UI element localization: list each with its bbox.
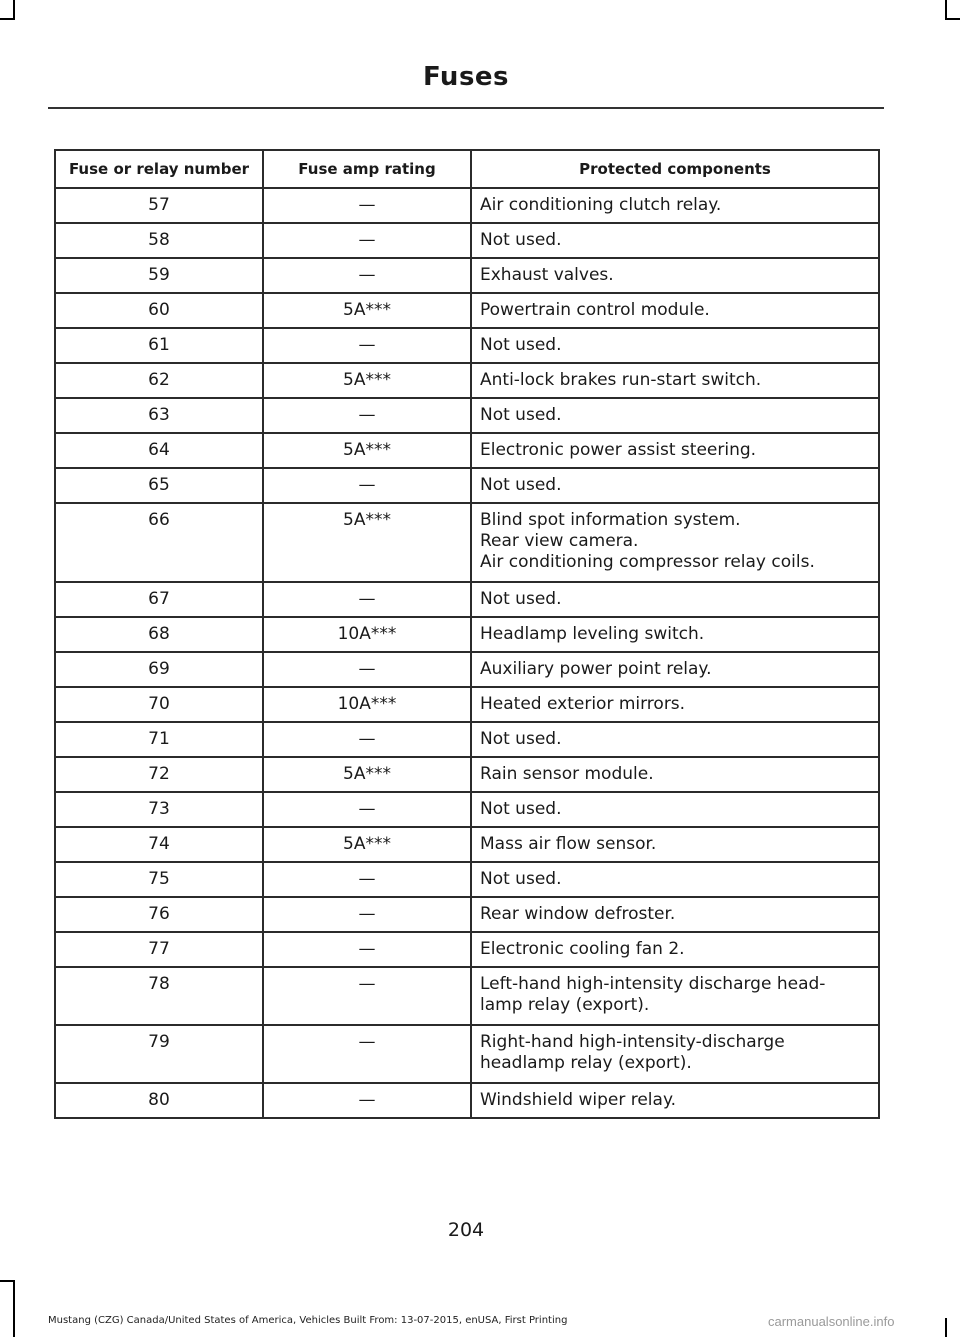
page-number: 204 (447, 1219, 485, 1241)
footer-text: Mustang (CZG) Canada/United States of America, Vehicles Built From: 13-07-2015, enUSA, First Printing (48, 1315, 568, 1326)
fuse-components: Rear window defroster. (471, 897, 879, 932)
fuse-components: Electronic cooling fan 2. (471, 932, 879, 967)
fuse-components: Anti-lock brakes run-start switch. (471, 363, 879, 398)
table-row (55, 687, 879, 722)
table-row (55, 722, 879, 757)
fuse-number: 77 (55, 932, 263, 967)
fuse-number: 73 (55, 792, 263, 827)
table-row (55, 932, 879, 967)
table-row (55, 258, 879, 293)
fuse-rating: — (263, 862, 471, 897)
fuse-components: Not used. (471, 722, 879, 757)
fuse-rating: — (263, 258, 471, 293)
fuse-components: Mass air flow sensor. (471, 827, 879, 862)
fuse-number: 72 (55, 757, 263, 792)
table-row (55, 328, 879, 363)
fuse-number: 57 (55, 188, 263, 223)
table-row (55, 293, 879, 328)
fuse-components: Not used. (471, 792, 879, 827)
fuse-rating: — (263, 897, 471, 932)
fuse-number: 78 (55, 967, 263, 1025)
fuse-rating: 10A*** (263, 617, 471, 652)
fuse-components: Windshield wiper relay. (471, 1083, 879, 1118)
fuse-rating: 5A*** (263, 757, 471, 792)
table-row (55, 757, 879, 792)
fuse-number: 67 (55, 582, 263, 617)
column-header-number: Fuse or relay number (55, 150, 263, 188)
fuse-table (54, 149, 880, 1119)
fuse-number: 64 (55, 433, 263, 468)
table-row (55, 1025, 879, 1083)
fuse-components: Air conditioning clutch relay. (471, 188, 879, 223)
crop-mark (13, 0, 15, 18)
fuse-number: 65 (55, 468, 263, 503)
table-header-row (55, 150, 879, 188)
fuse-number: 58 (55, 223, 263, 258)
fuse-rating: — (263, 188, 471, 223)
table-row (55, 827, 879, 862)
fuse-components: Heated exterior mirrors. (471, 687, 879, 722)
fuse-number: 80 (55, 1083, 263, 1118)
fuse-rating: — (263, 652, 471, 687)
fuse-rating: 10A*** (263, 687, 471, 722)
fuse-components: Not used. (471, 862, 879, 897)
fuse-components: Not used. (471, 328, 879, 363)
fuse-number: 70 (55, 687, 263, 722)
table-row (55, 503, 879, 582)
table-row (55, 967, 879, 1025)
table-row (55, 862, 879, 897)
fuse-rating: 5A*** (263, 433, 471, 468)
fuse-number: 69 (55, 652, 263, 687)
table-row (55, 617, 879, 652)
fuse-components: Not used. (471, 468, 879, 503)
crop-mark (945, 18, 960, 20)
crop-mark (0, 18, 15, 20)
fuse-components: Exhaust valves. (471, 258, 879, 293)
crop-mark (945, 1318, 947, 1337)
fuse-rating: 5A*** (263, 503, 471, 582)
fuse-rating: 5A*** (263, 827, 471, 862)
fuse-number: 74 (55, 827, 263, 862)
fuse-components: Rain sensor module. (471, 757, 879, 792)
fuse-components: Auxiliary power point relay. (471, 652, 879, 687)
table-row (55, 897, 879, 932)
table-row (55, 223, 879, 258)
column-header-rating: Fuse amp rating (263, 150, 471, 188)
crop-mark (13, 1280, 15, 1337)
table-row (55, 652, 879, 687)
fuse-rating: — (263, 582, 471, 617)
page-title: Fuses (422, 62, 510, 92)
fuse-rating: — (263, 398, 471, 433)
watermark: carmanualsonline.info (768, 1314, 895, 1329)
table-row (55, 582, 879, 617)
fuse-number: 76 (55, 897, 263, 932)
fuse-rating: — (263, 328, 471, 363)
fuse-components: Not used. (471, 223, 879, 258)
fuse-components: Not used. (471, 582, 879, 617)
fuse-components: Blind spot information system. Rear view camera. Air conditioning compressor relay coils. (471, 503, 879, 582)
fuse-rating: 5A*** (263, 293, 471, 328)
table-row (55, 363, 879, 398)
fuse-number: 61 (55, 328, 263, 363)
fuse-number: 62 (55, 363, 263, 398)
fuse-rating: — (263, 722, 471, 757)
fuse-components: Left-hand high-intensity discharge head- lamp relay (export). (471, 967, 879, 1025)
fuse-rating: 5A*** (263, 363, 471, 398)
fuse-rating: — (263, 967, 471, 1025)
title-divider (48, 107, 884, 109)
crop-mark (945, 0, 947, 18)
fuse-number: 68 (55, 617, 263, 652)
fuse-components: Not used. (471, 398, 879, 433)
crop-mark (0, 1280, 15, 1282)
fuse-rating: — (263, 932, 471, 967)
table-row (55, 433, 879, 468)
fuse-number: 75 (55, 862, 263, 897)
fuse-number: 66 (55, 503, 263, 582)
fuse-components: Right-hand high-intensity-discharge headlamp relay (export). (471, 1025, 879, 1083)
fuse-rating: — (263, 792, 471, 827)
fuse-number: 59 (55, 258, 263, 293)
table-row (55, 188, 879, 223)
table-row (55, 792, 879, 827)
fuse-number: 79 (55, 1025, 263, 1083)
table-row (55, 1083, 879, 1118)
fuse-number: 63 (55, 398, 263, 433)
fuse-rating: — (263, 223, 471, 258)
fuse-number: 71 (55, 722, 263, 757)
fuse-rating: — (263, 1025, 471, 1083)
fuse-components: Electronic power assist steering. (471, 433, 879, 468)
fuse-components: Headlamp leveling switch. (471, 617, 879, 652)
fuse-number: 60 (55, 293, 263, 328)
table-row (55, 468, 879, 503)
fuse-components: Powertrain control module. (471, 293, 879, 328)
table-row (55, 398, 879, 433)
column-header-components: Protected components (471, 150, 879, 188)
fuse-rating: — (263, 468, 471, 503)
fuse-rating: — (263, 1083, 471, 1118)
